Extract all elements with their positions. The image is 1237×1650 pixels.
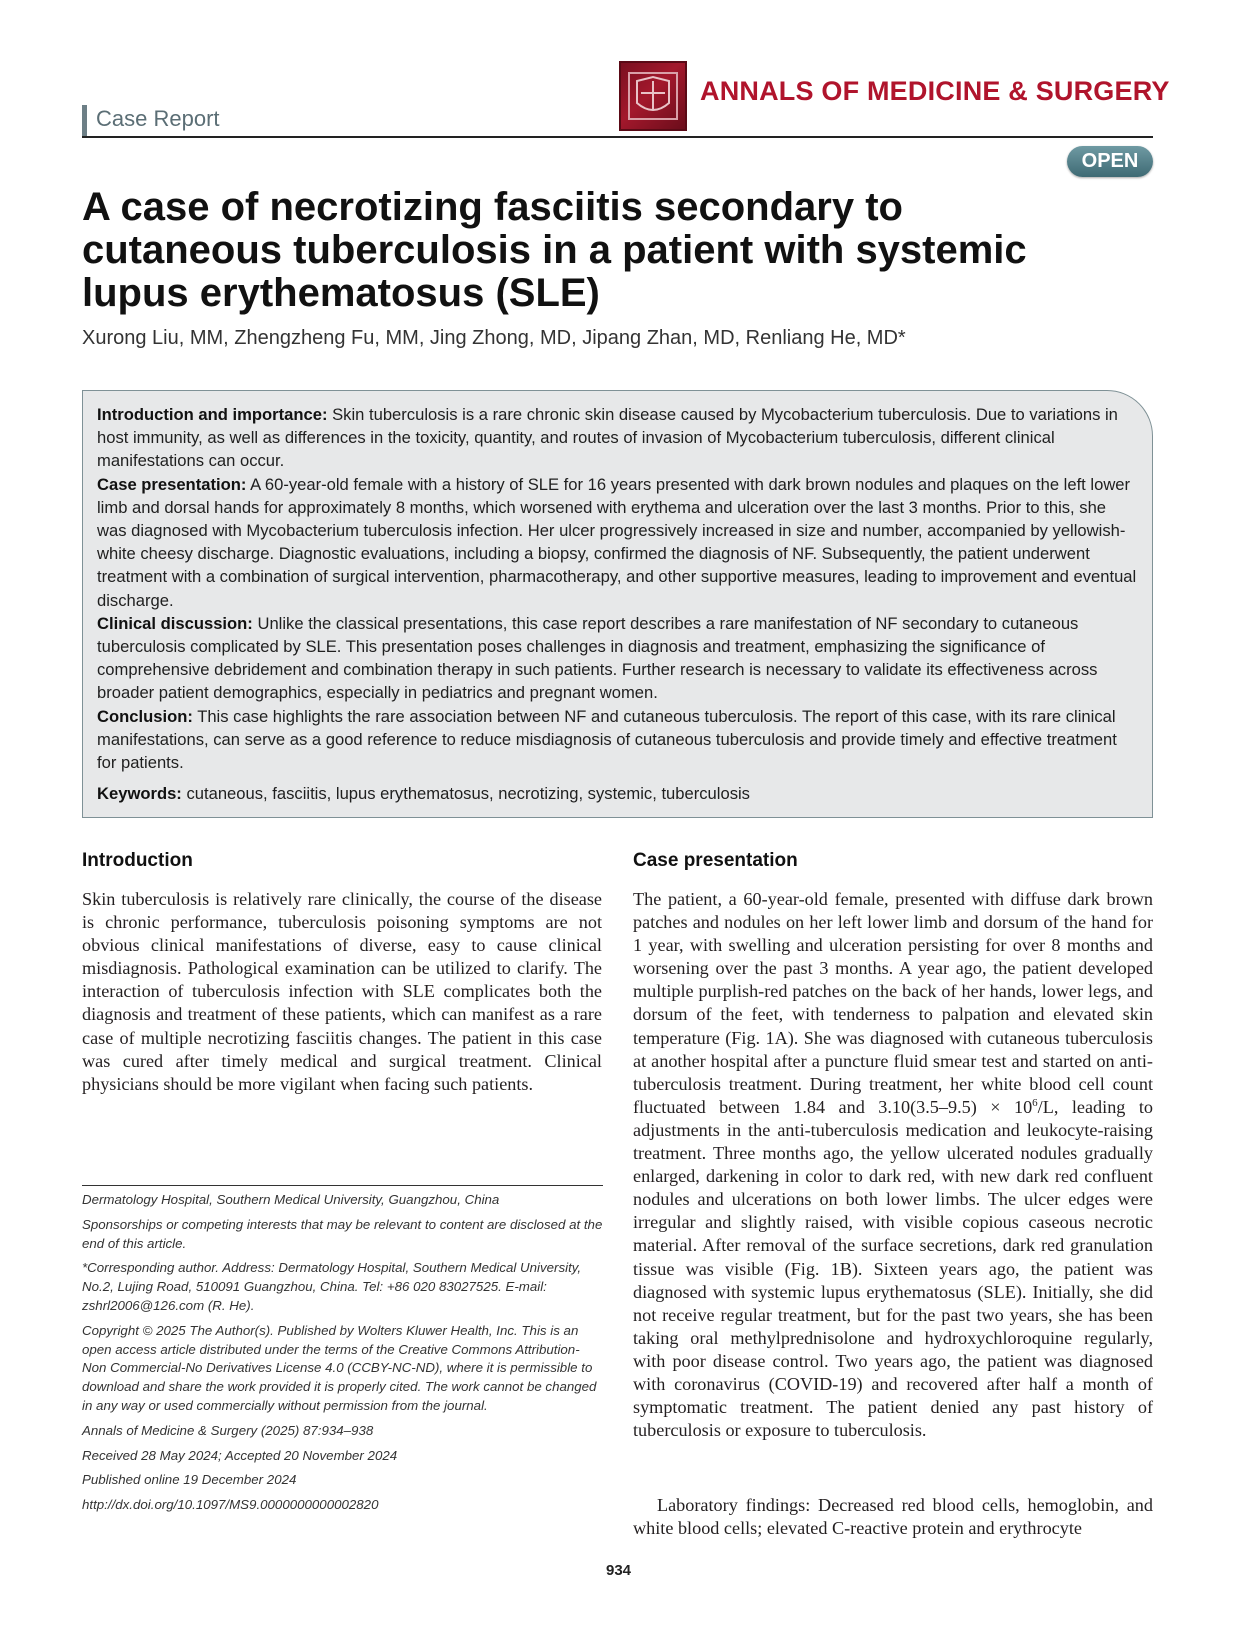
footnote-citation: Annals of Medicine & Surgery (2025) 87:934–938 — [82, 1422, 374, 1438]
footnotes — [82, 1191, 603, 1521]
keywords-text: cutaneous, fasciitis, lupus erythematosus, necrotizing, systemic, tuberculosis — [186, 784, 750, 804]
abstract-introduction-heading: Introduction and importance: — [97, 405, 328, 424]
abstract-case-text: A 60-year-old female with a history of SLE for 16 years presented with dark brown nodules and plaques on the left lower limb and dorsal hands for approximately 8 months, which worsened with erythema and ulceration over the last 3 months. Prior to this, she was diagnosed with Mycobacterium tuberculosis infection. Her ulcer progressively increased in size and number, accompanied by yellowish-white cheesy discharge. Diagnostic evaluations, including a biopsy, confirmed the diagnosis of NF. Subsequently, the patient underwent treatment with a combination of surgical intervention, pharmacotherapy, and other supportive measures, leading to improvement and eventual discharge. — [97, 474, 1137, 610]
case-paragraph-1-part-b: /L, leading to adjustments in the anti-tuberculosis medication and leukocyte-raising treatment. Three months ago, the yellow ulcerated nodules gradually enlarged, darkening in color to dark red, with new dark red confluent nodules and ulcerations on both lower limbs. The ulcer edges were irregular and slightly raised, with visible copious caseous necrotic material. After removal of the surface secretions, dark red granulation tissue was visible (Fig. 1B). Sixteen years ago, the patient was diagnosed with systemic lupus erythematosus (SLE). Initially, she did not receive regular treatment, but for the past two years, she has been taking oral methylprednisolone and hydroxychloroquine regularly, with poor disease control. Two years ago, the patient was diagnosed with coronavirus (COVID-19) and recovered after half a month of symptomatic treatment. The patient denied any past history of tuberculosis or exposure to tuberculosis. — [633, 1096, 1154, 1441]
abstract-introduction-text: Skin tuberculosis is a rare chronic skin disease caused by Mycobacterium tuberculosis. Due to variations in host immunity, as well as differences in the toxicity, quantity, and routes of invasion of Mycobacterium tuberculosis, different clinical manifestations can occur. — [97, 405, 1118, 471]
exponent-superscript: 6 — [1032, 1096, 1038, 1109]
keywords-heading: Keywords: — [97, 784, 182, 804]
case-presentation-paragraph-1 — [633, 888, 1153, 1442]
article-type-label: Case Report — [96, 106, 220, 131]
case-presentation-paragraph-2: Laboratory findings: Decreased red blood cells, hemoglobin, and white blood cells; elevated C-reactive protein and erythrocyte — [633, 1495, 1153, 1539]
author-list: Xurong Liu, MM, Zhengzheng Fu, MM, Jing Zhong, MD, Jipang Zhan, MD, Renliang He, MD* — [82, 327, 906, 349]
abstract-discussion-heading: Clinical discussion: — [97, 613, 253, 633]
case-paragraph-1-part-a: The patient, a 60-year-old female, presented with diffuse dark brown patches and nodules on her left lower limb and dorsum of the hand for 1 year, with swelling and ulceration persisting for over 8 months and worsening over the past 3 months. A year ago, the patient developed multiple purplish-red patches on the back of her hands, lower legs, and dorsum of the feet, with tenderness to palpation and elevated skin temperature (Fig. 1A). She was diagnosed with cutaneous tuberculosis at another hospital after a puncture fluid smear test and started on anti-tuberculosis treatment. During treatment, her white blood cell count fluctuated between 1.84 and 3.10(3.5–9.5) × 10 — [633, 889, 1153, 1117]
footnote-published: Published online 19 December 2024 — [82, 1472, 297, 1488]
open-access-badge: OPEN — [1067, 146, 1153, 177]
case-presentation-heading: Case presentation — [633, 850, 798, 871]
header-rule — [82, 136, 1153, 138]
abstract-keywords — [97, 782, 1140, 805]
abstract-introduction — [97, 403, 1140, 473]
abstract-discussion-text: Unlike the classical presentations, this case report describes a rare manifestation of NF secondary to cutaneous tuberculosis complicated by SLE. This presentation poses challenges in diagnosis and treatment, emphasizing the significance of comprehensive debridement and combination therapy in such patients. Further research is necessary to validate its effectiveness across broader patient demographics, especially in pediatrics and pregnant women. — [97, 613, 1098, 703]
journal-logo — [619, 61, 687, 131]
abstract-conclusion-heading: Conclusion: — [97, 706, 193, 726]
footnote-sponsorship: Sponsorships or competing interests that may be relevant to content are disclosed at the end of this article. — [82, 1216, 603, 1251]
abstract-box — [82, 390, 1153, 818]
footnote-doi-link[interactable]: http://dx.doi.org/10.1097/MS9.0000000000002820 — [82, 1497, 379, 1513]
article-title: A case of necrotizing fasciitis secondary to cutaneous tuberculosis in a patient with systemic lupus erythematosus (SLE) — [82, 185, 1027, 315]
abstract-conclusion-text: This case highlights the rare association between NF and cutaneous tuberculosis. The report of this case, with its rare clinical manifestations, can serve as a good reference to reduce misdiagnosis of cutaneous tuberculosis and provide timely and effective treatment for patients. — [97, 706, 1117, 773]
page-number: 934 — [605, 1562, 632, 1579]
abstract-conclusion — [97, 705, 1140, 775]
article-type-accent-bar — [82, 105, 87, 137]
abstract-case-heading: Case presentation: — [97, 474, 247, 494]
footnote-copyright: Copyright © 2025 The Author(s). Published by Wolters Kluwer Health, Inc. This is an open access article distributed under the terms of the Creative Commons Attribution-Non Commercial-No Derivatives License 4.0 (CCBY-NC-ND), where it is permissible to download and share the work provided it is properly cited. The work cannot be changed in any way or used commercially without permission from the journal. — [82, 1322, 597, 1413]
footnote-rule — [82, 1185, 603, 1186]
journal-name: ANNALS OF MEDICINE & SURGERY — [700, 76, 1170, 106]
footnote-affiliation: Dermatology Hospital, Southern Medical University, Guangzhou, China — [82, 1192, 500, 1207]
introduction-text: Skin tuberculosis is relatively rare clinically, the course of the disease is chronic performance, tuberculosis poisoning symptoms are not obvious clinical manifestations of diverse, easy to cause clinical misdiagnosis. Pathological examination can be utilized to clarify. The interaction of tuberculosis infection with SLE complicates both the diagnosis and treatment of these patients, which can manifest as a rare case of multiple necrotizing fasciitis changes. The patient in this case was cured after timely medical and surgical treatment. Clinical physicians should be more vigilant when facing such patients. — [82, 889, 602, 1094]
footnote-corresponding-author: *Corresponding author. Address: Dermatology Hospital, Southern Medical University, No.2, Lujing Road, 510091 Guangzhou, China. Tel: +86 020 83027525. E-mail: zshrl2006@126.com (R. He). — [82, 1260, 582, 1313]
abstract-clinical-discussion — [97, 612, 1140, 705]
footnote-received: Received 28 May 2024; Accepted 20 November 2024 — [82, 1447, 398, 1463]
introduction-heading: Introduction — [82, 850, 193, 871]
abstract-case-presentation — [97, 473, 1140, 612]
